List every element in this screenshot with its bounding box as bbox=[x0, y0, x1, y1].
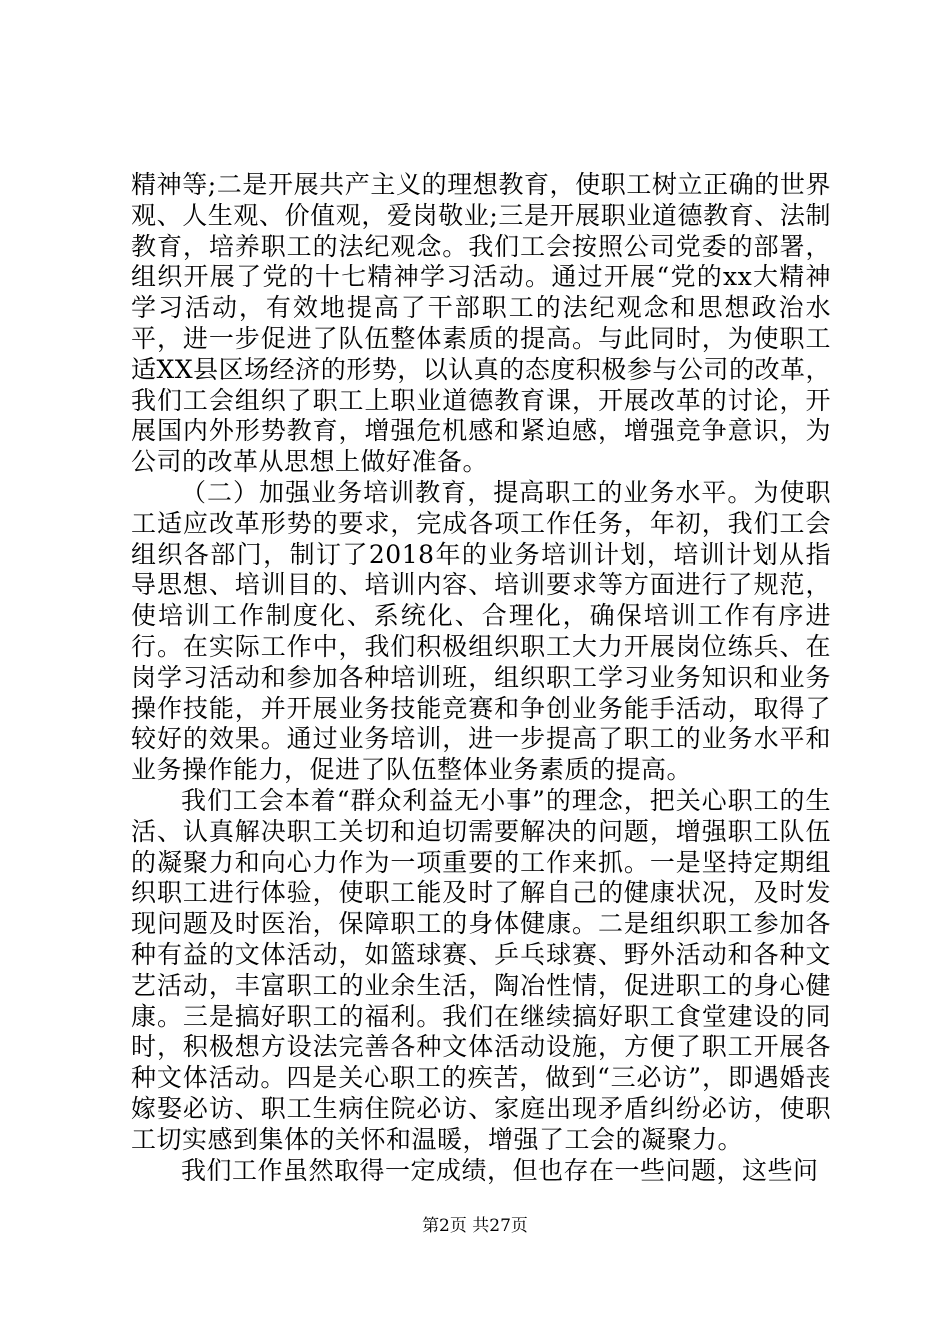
paragraph-3: 我们工会本着“群众利益无小事”的理念，把关心职工的生活、认真解决职工关切和迫切需要解决的问题，增强职工队伍的凝聚力和向心力作为一项重要的工作来抓。一是坚持定期组织职工进行体验，使职工能及时了解自己的健康状况，及时发现问题及时医治，保障职工的身体健康。二是组织职工参加各种有益的文体活动，如篮球赛、乒乓球赛、野外活动和各种文艺活动，丰富职工的业余生活，陶冶性情，促进职工的身心健康。三是搞好职工的福利。我们在继续搞好职工食堂建设的同时，积极想方设法完善各种文体活动设施，方便了职工开展各种文体活动。四是关心职工的疾苦，做到“三必访”，即遇婚丧嫁娶必访、职工生病住院必访、家庭出现矛盾纠纷必访，使职工切实感到集体的关怀和温暖，增强了工会的凝聚力。 bbox=[131, 785, 831, 1154]
paragraph-2: （二）加强业务培训教育，提高职工的业务水平。为使职工适应改革形势的要求，完成各项工作任务，年初，我们工会组织各部门，制订了2018年的业务培训计划，培训计划从指导思想、培训目的、培训内容、培训要求等方面进行了规范，使培训工作制度化、系统化、合理化，确保培训工作有序进行。在实际工作中，我们积极组织职工大力开展岗位练兵、在岗学习活动和参加各种培训班，组织职工学习业务知识和业务操作技能，并开展业务技能竞赛和争创业务能手活动，取得了较好的效果。通过业务培训，进一步提高了职工的业务水平和业务操作能力，促进了队伍整体业务素质的提高。 bbox=[131, 477, 831, 785]
paragraph-4: 我们工作虽然取得一定成绩，但也存在一些问题，这些问 bbox=[181, 1155, 819, 1185]
paragraph-1: 精神等;二是开展共产主义的理想教育，使职工树立正确的世界观、人生观、价值观，爱岗敬业;三是开展职业道德教育、法制教育，培养职工的法纪观念。我们工会按照公司党委的部署，组织开展了党的十七精神学习活动。通过开展“党的xx大精神学习活动，有效地提高了干部职工的法纪观念和思想政治水平，进一步促进了队伍整体素质的提高。与此同时，为使职工适XX县区场经济的形势，以认真的态度积极参与公司的改革，我们工会组织了职工上职业道德教育课，开展改革的讨论，开展国内外形势教育，增强危机感和紧迫感，增强竞争意识，为公司的改革从思想上做好准备。 bbox=[131, 170, 831, 477]
document-body bbox=[131, 170, 831, 1186]
page-number-footer: 第2页 共27页 bbox=[422, 1216, 528, 1236]
